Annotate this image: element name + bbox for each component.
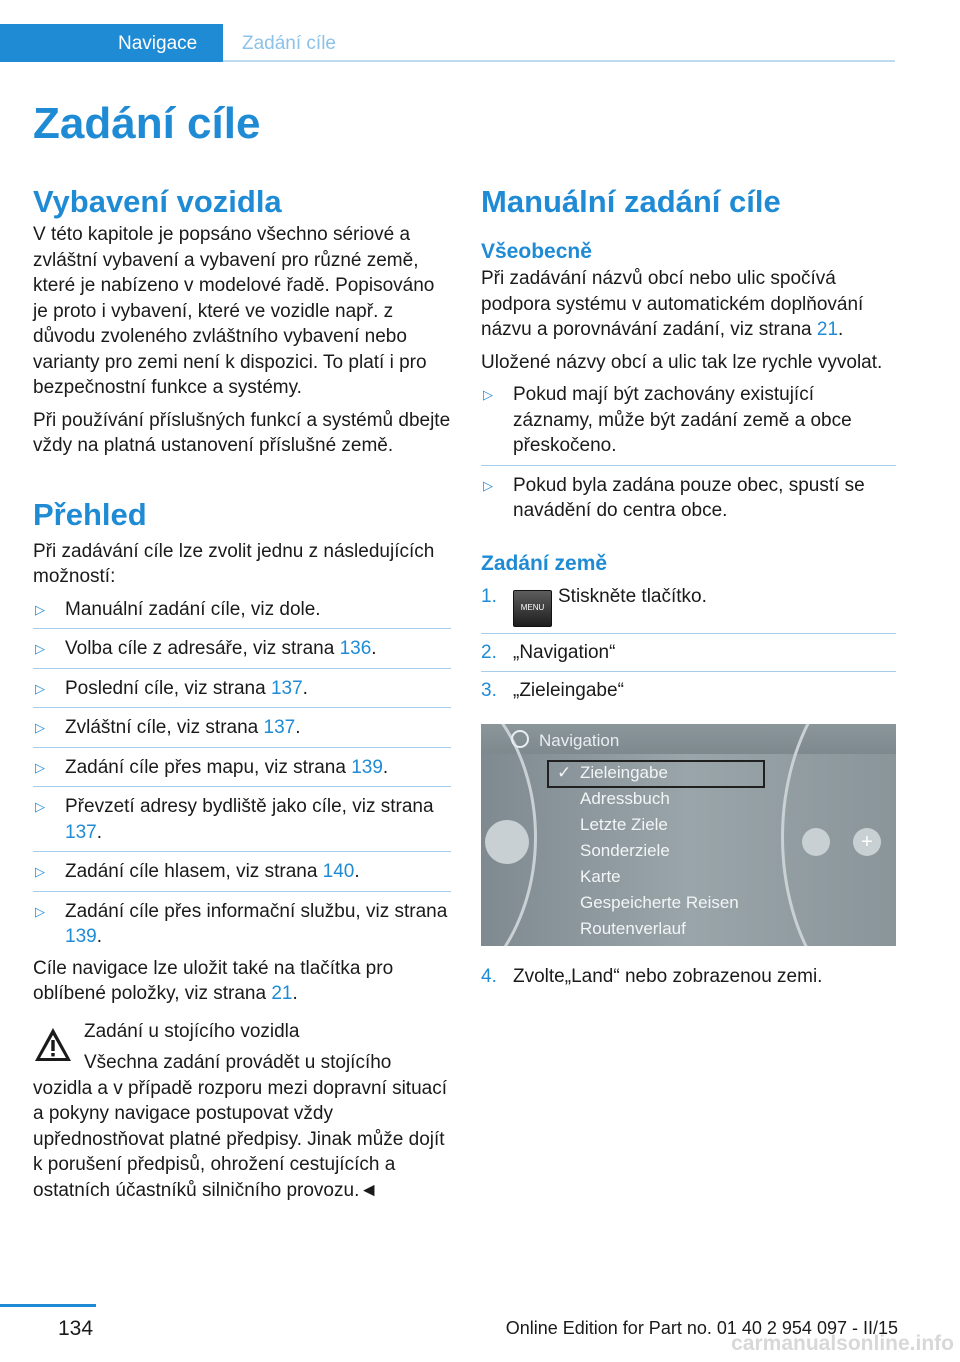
list-item (33, 669, 451, 709)
controller-knob-icon (485, 820, 529, 864)
step-number: 1. (481, 585, 497, 607)
list-item-text: Převzetí adresy bydliště jako cíle, viz strana (65, 796, 434, 817)
section-title-prehled: Přehled (33, 496, 147, 532)
step-list (481, 578, 896, 710)
header-bar (0, 24, 895, 62)
paragraph-vseobecne (481, 266, 896, 343)
section-title-vybaveni: Vybavení vozidla (33, 184, 282, 219)
list-item-end: . (295, 717, 301, 738)
triangle-bullet-icon: ▷ (35, 799, 45, 814)
option-list (33, 590, 451, 956)
paragraph-prehled-intro: Při zadávání cíle lze zvolit jednu z následujících možností: (33, 540, 435, 587)
step-item (481, 672, 896, 710)
paragraph-end: . (838, 319, 844, 340)
page-number: 134 (58, 1317, 94, 1340)
list-item (33, 748, 451, 788)
list-item (33, 708, 451, 748)
list-item-text: Zadání cíle přes informační službu, viz strana (65, 900, 448, 922)
list-item-end: . (96, 821, 102, 843)
step-item (481, 958, 896, 996)
list-item-text: Zadání cíle hlasem, viz strana (65, 861, 323, 882)
screen-menu-item[interactable]: Letzte Ziele (580, 814, 668, 834)
triangle-bullet-icon: ▷ (35, 720, 45, 735)
navigation-icon (511, 730, 529, 748)
list-item-text: Pokud byla zadána pouze obec, spustí se navádění do centra obce. (513, 474, 865, 521)
screen-menu-item[interactable]: Routenverlauf (580, 918, 686, 938)
page-link[interactable]: 137 (270, 677, 303, 699)
triangle-bullet-icon: ▷ (35, 641, 45, 656)
list-item (33, 629, 451, 669)
paragraph-vybaveni-1: V této kapitole je popsáno všechno sériové a zvláštní vybavení a vybavení pro různé země, které je nabízeno v modelové řadě. Popisováno je proto i vybavení, které ve vozidle např. z důvodu zvoleného zvláštního vybavení nebo varianty pro zemi není k dispozici. To platí i pro bezpečnostní funkce a systémy. (33, 224, 435, 398)
back-knob-icon (802, 828, 830, 856)
list-item-text: Manuální zadání cíle, viz dole. (65, 598, 321, 620)
list-item-text: Zadání cíle přes mapu, viz strana (65, 756, 352, 778)
list-item (33, 787, 451, 852)
subheading-zadani-zeme: Zadání země (481, 551, 608, 575)
screen-menu-item[interactable]: Karte (580, 866, 621, 886)
triangle-bullet-icon: ▷ (35, 903, 45, 919)
screen-menu-item[interactable]: Adressbuch (580, 788, 670, 808)
list-item-text: Pokud mají být zachovány existující záznamy, může být zadání země a obce přeskočeno. (513, 384, 852, 456)
page-link[interactable]: 139 (351, 756, 383, 778)
list-item-text: Poslední cíle, viz strana (65, 677, 271, 699)
list-item-text: Volba cíle z adresáře, viz strana (65, 638, 340, 659)
step-text: Zvolte„Land“ nebo zobrazenou zemi. (513, 965, 823, 987)
footer-rule (0, 1304, 96, 1307)
menu-button-icon: MENU (513, 590, 552, 627)
step-number: 4. (481, 965, 497, 987)
screen-title: Navigation (539, 730, 620, 750)
list-item-end: . (96, 926, 102, 947)
screen-menu-item[interactable]: Gespeicherte Reisen (580, 892, 739, 912)
warning-box (33, 1019, 451, 1204)
paragraph-outro (33, 956, 451, 1007)
step-item (481, 578, 896, 634)
idrive-screen-image (481, 724, 896, 946)
triangle-bullet-icon: ▷ (483, 387, 493, 402)
left-column (33, 182, 451, 1203)
list-item-end: . (302, 677, 308, 699)
list-item-text: Zvláštní cíle, viz strana (65, 717, 264, 738)
warning-triangle-icon (33, 1025, 73, 1065)
list-item-end: . (382, 756, 389, 778)
paragraph-text: Při zadávání názvů obcí nebo ulic spočívá podpora systému v automatickém doplňování názvu a porovnávání zadání, viz strana (481, 268, 864, 340)
warning-title: Zadání u stojícího vozidla (84, 1020, 300, 1042)
step-text: Stiskněte tlačítko. (558, 585, 707, 607)
page-link[interactable]: 21 (816, 319, 839, 340)
triangle-bullet-icon: ▷ (483, 477, 493, 493)
paragraph-vybaveni-2: Při používání příslušných funkcí a systémů dbejte vždy na platná ustanovení příslušné země. (33, 409, 451, 456)
outro-text: Cíle navigace lze uložit také na tlačítka pro oblíbené položky, viz strana (33, 957, 394, 1004)
edition-text: Online Edition for Part no. 01 40 2 954 097 - II/15 (505, 1318, 898, 1338)
note-list (481, 375, 896, 530)
subheading-vseobecne: Všeobecně (481, 240, 592, 263)
step-list-continued (481, 958, 896, 996)
step-text: „Zieleingabe“ (513, 680, 624, 701)
triangle-bullet-icon: ▷ (35, 864, 45, 879)
list-item (33, 892, 451, 956)
page-link[interactable]: 136 (339, 638, 372, 659)
page-title: Zadání cíle (33, 99, 261, 148)
tab-navigace[interactable] (0, 24, 223, 62)
step-number: 3. (481, 680, 497, 701)
page-link[interactable]: 21 (271, 983, 293, 1004)
list-item-end: . (371, 638, 377, 659)
list-item (481, 375, 896, 466)
plus-knob-icon: + (853, 828, 881, 856)
paragraph-ulozene: Uložené názvy obcí a ulic tak lze rychle vyvolat. (481, 351, 883, 373)
screen-menu-item[interactable]: Zieleingabe (580, 762, 668, 782)
list-item (33, 590, 451, 630)
list-item-end: . (354, 861, 360, 882)
step-number: 2. (481, 641, 497, 663)
checkmark-icon: ✓ (557, 762, 572, 782)
triangle-bullet-icon: ▷ (35, 759, 45, 775)
page-link[interactable]: 137 (65, 821, 97, 843)
tab-zadani-cile[interactable]: Zadání cíle (242, 33, 336, 54)
list-item (481, 466, 896, 530)
warning-text: Všechna zadání provádět u stojícího vozidla a v případě rozporu mezi dopravní situací a pokyny navigace postupovat vždy upřednostňovat platné předpisy. Jinak může dojít k porušení předpisů, ohrožení cestujících a ostatních účastníků silničního provozu.◄ (33, 1052, 447, 1201)
triangle-bullet-icon: ▷ (35, 680, 45, 696)
page-link[interactable]: 139 (65, 926, 97, 947)
page-link[interactable]: 140 (322, 861, 355, 882)
watermark: carmanualsonline.info (731, 1332, 954, 1355)
screen-menu-item[interactable]: Sonderziele (580, 840, 670, 860)
page-link[interactable]: 137 (263, 717, 296, 738)
outro-end: . (292, 983, 298, 1004)
step-text: „Navigation“ (513, 641, 616, 663)
triangle-bullet-icon: ▷ (35, 601, 45, 617)
list-item (33, 852, 451, 892)
step-item (481, 634, 896, 673)
right-column (481, 182, 896, 995)
header-divider (223, 60, 895, 62)
section-title-manualni: Manuální zadání cíle (481, 184, 781, 219)
tab-navigace-label: Navigace (118, 33, 198, 54)
